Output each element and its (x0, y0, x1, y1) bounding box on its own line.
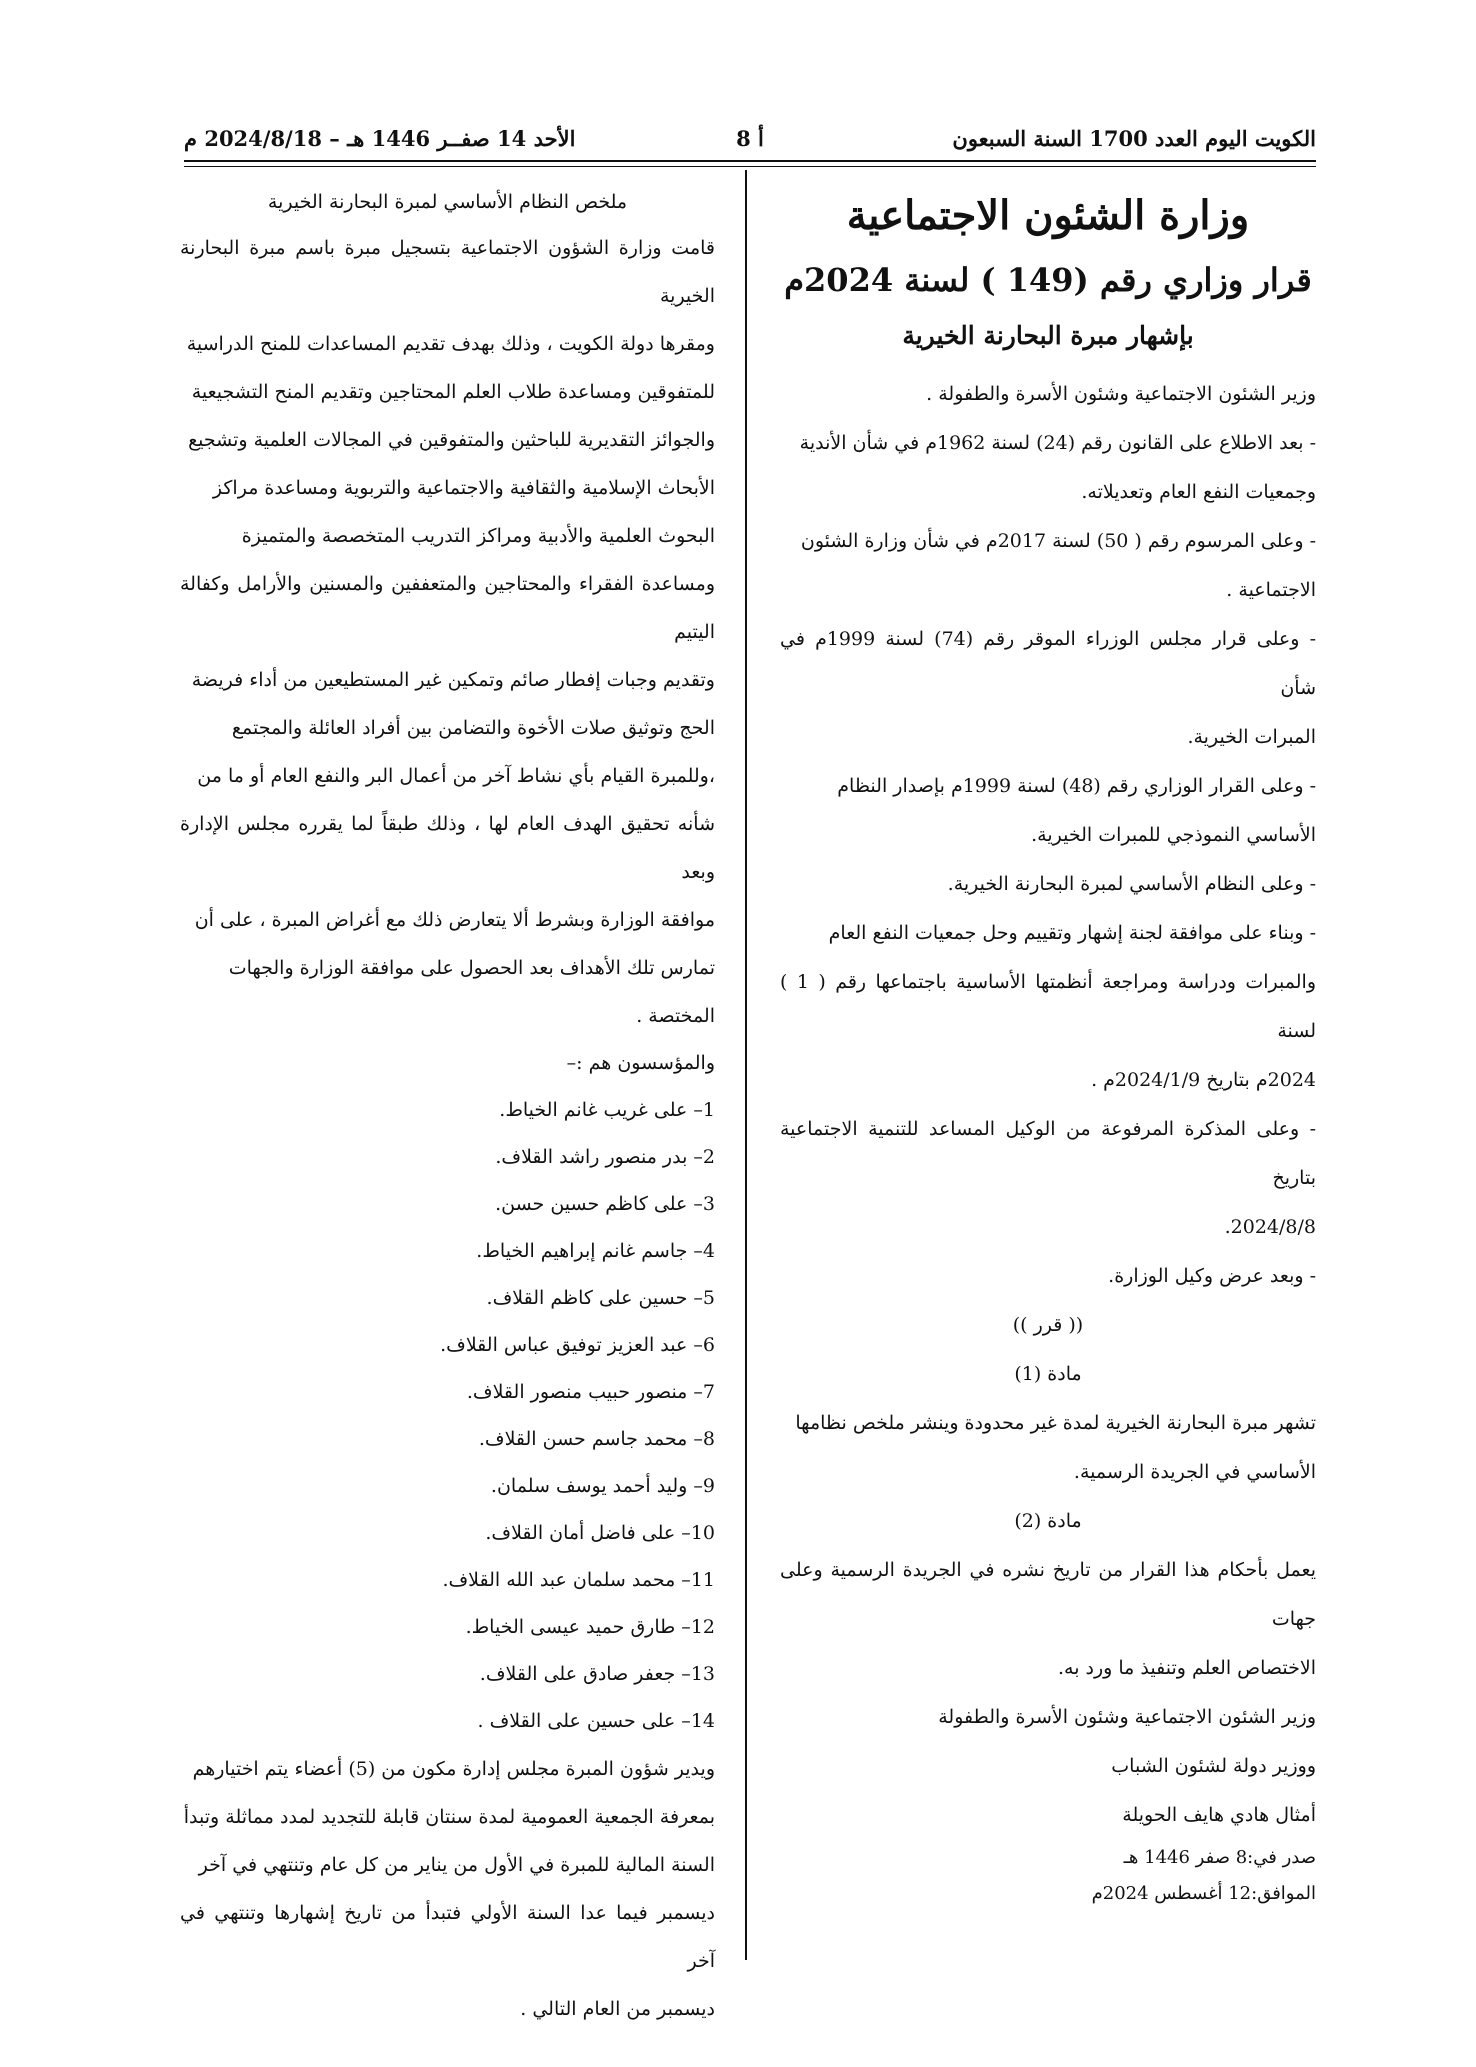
corresponding-date: الموافق:12 أغسطس 2024م (1091, 1883, 1316, 1904)
preamble-line: وزير الشئون الاجتماعية وشئون الأسرة والطفولة . (926, 383, 1316, 405)
founder-item: 14– على حسين على القلاف . (477, 1710, 715, 1732)
board-line: ديسمبر فيما عدا السنة الأولي فتبدأ من تاريخ إشهارها وتنتهي في آخر (180, 1902, 715, 1972)
preamble-line: - وعلى المذكرة المرفوعة من الوكيل المساعد للتنمية الاجتماعية بتاريخ (780, 1118, 1316, 1189)
preamble-line: 2024م بتاريخ 2024/1/9م . (1091, 1069, 1316, 1091)
founder-item: 10– على فاضل أمان القلاف. (485, 1522, 715, 1544)
board-line: ديسمبر من العام التالي . (520, 1998, 715, 2020)
summary-line: تمارس تلك الأهداف بعد الحصول على موافقة الوزارة والجهات (228, 957, 715, 979)
decree-column (780, 180, 1316, 1912)
summary-line: ،وللمبرة القيام بأي نشاط آخر من أعمال البر والنفع العام أو ما من (197, 765, 715, 787)
preamble-line: - وعلى النظام الأساسي لمبرة البحارنة الخيرية. (947, 873, 1316, 895)
founder-item: 3– على كاظم حسين حسن. (495, 1193, 715, 1215)
summary-line: شأنه تحقيق الهدف العام لها ، وذلك طبقاً لما يقرره مجلس الإدارة وبعد (180, 813, 715, 883)
founder-item: 8– محمد جاسم حسن القلاف. (478, 1428, 715, 1450)
summary-line: وتقديم وجبات إفطار صائم وتمكين غير المستطيعين من أداء فريضة (191, 669, 715, 691)
founder-item: 2– بدر منصور راشد القلاف. (495, 1146, 715, 1168)
decree-title: قرار وزاري رقم (149 ) لسنة 2024م (784, 261, 1312, 299)
preamble-line: 2024/8/8. (1224, 1216, 1316, 1238)
preamble-line: المبرات الخيرية. (1187, 726, 1316, 748)
ministry-title: وزارة الشئون الاجتماعية (846, 192, 1250, 239)
preamble-line: - بعد الاطلاع على القانون رقم (24) لسنة 1962م في شأن الأندية (799, 432, 1316, 454)
summary-line: ومساعدة الفقراء والمحتاجين والمتعففين والمسنين والأرامل وكفالة اليتيم (180, 573, 715, 643)
article-1-line: تشهر مبرة البحارنة الخيرية لمدة غير محدودة وينشر ملخص نظامها (795, 1412, 1316, 1434)
header-issue-info: الكويت اليوم العدد 1700 السنة السبعون (952, 125, 1316, 151)
article-1-line: الأساسي في الجريدة الرسمية. (1073, 1461, 1316, 1483)
header-date: الأحد 14 صفــر 1446 هـ – 2024/8/18 م (184, 125, 576, 151)
article-2-line: يعمل بأحكام هذا القرار من تاريخ نشره في الجريدة الرسمية وعلى جهات (780, 1559, 1316, 1630)
article-2-title: مادة (2) (1014, 1510, 1082, 1532)
preamble-line: - وعلى المرسوم رقم ( 50) لسنة 2017م في شأن وزارة الشئون (800, 530, 1316, 552)
page-header (184, 120, 1316, 156)
signature-line: ووزير دولة لشئون الشباب (1111, 1755, 1316, 1777)
summary-line: قامت وزارة الشؤون الاجتماعية بتسجيل مبرة باسم مبرة البحارنة الخيرية (180, 237, 715, 307)
founder-item: 9– وليد أحمد يوسف سلمان. (490, 1475, 715, 1497)
header-rule (184, 160, 1316, 162)
founder-item: 1– على غريب غانم الخياط. (499, 1099, 715, 1121)
signature-name: أمثال هادي هايف الحويلة (1122, 1804, 1316, 1826)
summary-line: موافقة الوزارة وبشرط ألا يتعارض ذلك مع أغراض المبرة ، على أن (194, 909, 715, 931)
preamble-line: - وبناء على موافقة لجنة إشهار وتقييم وحل جمعيات النفع العام (828, 922, 1316, 944)
founder-item: 4– جاسم غانم إبراهيم الخياط. (476, 1240, 715, 1262)
preamble-line: الاجتماعية . (1226, 579, 1316, 601)
founders-intro: والمؤسسون هم :– (566, 1052, 715, 1074)
board-line: ويدير شؤون المبرة مجلس إدارة مكون من (5) أعضاء يتم اختيارهم (192, 1758, 715, 1780)
preamble-line: - وعلى القرار الوزاري رقم (48) لسنة 1999م بإصدار النظام (837, 775, 1316, 797)
decides-heading: (( قرر )) (1012, 1314, 1084, 1336)
founder-item: 11– محمد سلمان عبد الله القلاف. (442, 1569, 715, 1591)
summary-line: والجوائز التقديرية للباحثين والمتفوقين في المجالات العلمية وتشجيع (188, 429, 715, 451)
issue-date: صدر في:8 صفر 1446 هـ (1123, 1847, 1316, 1868)
founder-item: 13– جعفر صادق على القلاف. (479, 1663, 715, 1685)
summary-title: ملخص النظام الأساسي لمبرة البحارنة الخيرية (267, 191, 628, 213)
signature-line: وزير الشئون الاجتماعية وشئون الأسرة والطفولة (938, 1706, 1316, 1728)
preamble-line: - وعلى قرار مجلس الوزراء الموقر رقم (74) لسنة 1999م في شأن (780, 628, 1316, 699)
founder-item: 5– حسين على كاظم القلاف. (486, 1287, 715, 1309)
article-1-title: مادة (1) (1014, 1363, 1082, 1385)
summary-line: الحج وتوثيق صلات الأخوة والتضامن بين أفراد العائلة والمجتمع (231, 717, 715, 739)
founder-item: 7– منصور حبيب منصور القلاف. (466, 1381, 715, 1403)
founder-item: 12– طارق حميد عيسى الخياط. (465, 1616, 715, 1638)
summary-line: الأبحاث الإسلامية والثقافية والاجتماعية والتربوية ومساعدة مراكز (212, 477, 715, 499)
summary-line: للمتفوقين ومساعدة طلاب العلم المحتاجين وتقديم المنح التشجيعية (191, 381, 715, 403)
preamble-line: والمبرات ودراسة ومراجعة أنظمتها الأساسية باجتماعها رقم ( 1 ) لسنة (780, 971, 1316, 1042)
statute-summary-column (180, 180, 715, 2033)
founder-item: 6– عبد العزيز توفيق عباس القلاف. (440, 1334, 715, 1356)
article-2-line: الاختصاص العلم وتنفيذ ما ورد به. (1057, 1657, 1316, 1679)
summary-line: البحوث العلمية والأدبية ومراكز التدريب المتخصصة والمتميزة (241, 525, 715, 547)
summary-line: المختصة . (636, 1005, 715, 1027)
preamble-line: الأساسي النموذجي للمبرات الخيرية. (1031, 824, 1316, 846)
header-page-number: أ 8 (736, 125, 764, 151)
preamble-line: وجمعيات النفع العام وتعديلاته. (1081, 481, 1316, 503)
header-rule-thin (184, 166, 1316, 167)
summary-line: ومقرها دولة الكويت ، وذلك بهدف تقديم المساعدات للمنح الدراسية (186, 333, 715, 355)
board-line: بمعرفة الجمعية العمومية لمدة سنتان قابلة للتجديد لمدد مماثلة وتبدأ (183, 1806, 715, 1828)
preamble-line: - وبعد عرض وكيل الوزارة. (1108, 1265, 1316, 1287)
column-divider (745, 170, 747, 1960)
decree-subtitle: بإشهار مبرة البحارنة الخيرية (902, 321, 1194, 350)
board-line: السنة المالية للمبرة في الأول من يناير من كل عام وتنتهي في آخر (198, 1854, 715, 1876)
